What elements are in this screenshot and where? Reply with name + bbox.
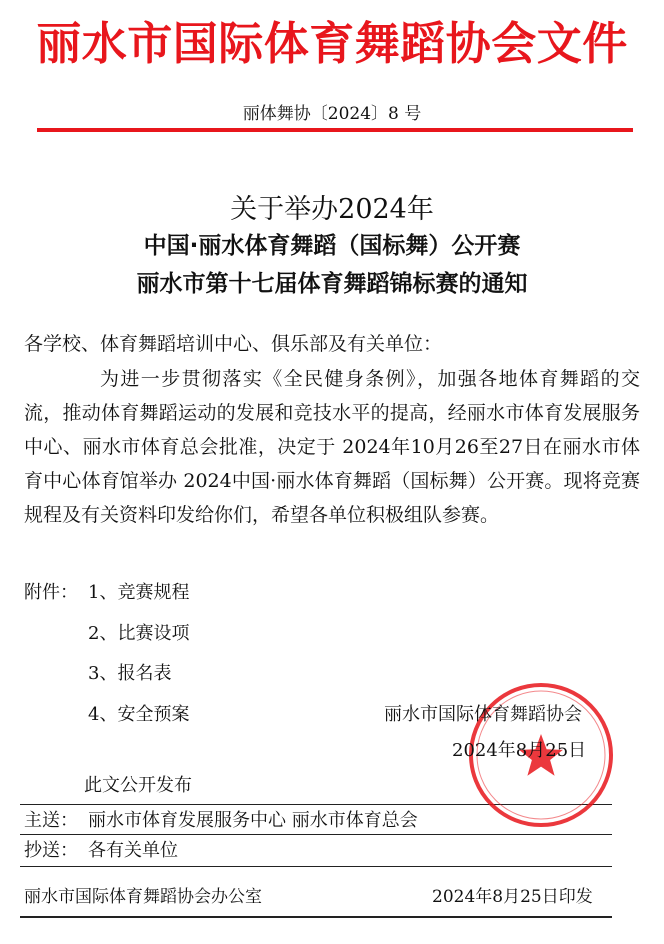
header-red-divider: [37, 128, 633, 132]
distribution-divider-middle: [20, 834, 612, 835]
signature-date: 2024年8月25日: [452, 740, 587, 761]
attachment-item: 2、比赛设项: [88, 623, 190, 644]
attachment-item: 4、安全预案: [88, 704, 190, 725]
attachment-item: 3、报名表: [88, 663, 172, 684]
salutation: 各学校、体育舞蹈培训中心、俱乐部及有关单位：: [24, 333, 443, 355]
main-recipient-label: 主送：: [24, 810, 78, 831]
distribution-divider-bottom: [20, 866, 612, 867]
cc-value: 各有关单位: [88, 840, 178, 861]
publication-note: 此文公开发布: [84, 775, 192, 796]
cc-label: 抄送：: [24, 840, 78, 861]
print-date: 2024年8月25日印发: [432, 887, 593, 907]
signature-organization: 丽水市国际体育舞蹈协会: [384, 704, 582, 725]
attachments-label: 附件：: [24, 582, 78, 603]
main-recipient-value: 丽水市体育发展服务中心 丽水市体育总会: [88, 810, 418, 831]
notice-title-line1: 关于举办2024年: [230, 194, 434, 225]
notice-title-line3: 丽水市第十七届体育舞蹈锦标赛的通知: [136, 271, 528, 297]
footer-divider: [20, 916, 612, 918]
notice-body: [24, 362, 640, 532]
issuing-office: 丽水市国际体育舞蹈协会办公室: [24, 887, 262, 907]
notice-body-paragraph: 为进一步贯彻落实《全民健身条例》，加强各地体育舞蹈的交流，推动体育舞蹈运动的发展和竞技水平的提高，经丽水市体育发展服务中心、丽水市体育总会批准，决定于 2024年10月26至27日在丽水市体育中心体育馆举办 2024中国·丽水体育舞蹈（国标舞）公开赛。现将竞赛规程及有关资料印发给你们，希望各单位积极组队参赛。: [24, 368, 640, 526]
document-number: 丽体舞协〔2024〕8 号: [242, 104, 422, 124]
attachment-item: 1、竞赛规程: [88, 582, 190, 603]
document-header-title: 丽水市国际体育舞蹈协会文件: [36, 17, 628, 70]
notice-title-line2: 中国·丽水体育舞蹈（国标舞）公开赛: [143, 233, 521, 259]
